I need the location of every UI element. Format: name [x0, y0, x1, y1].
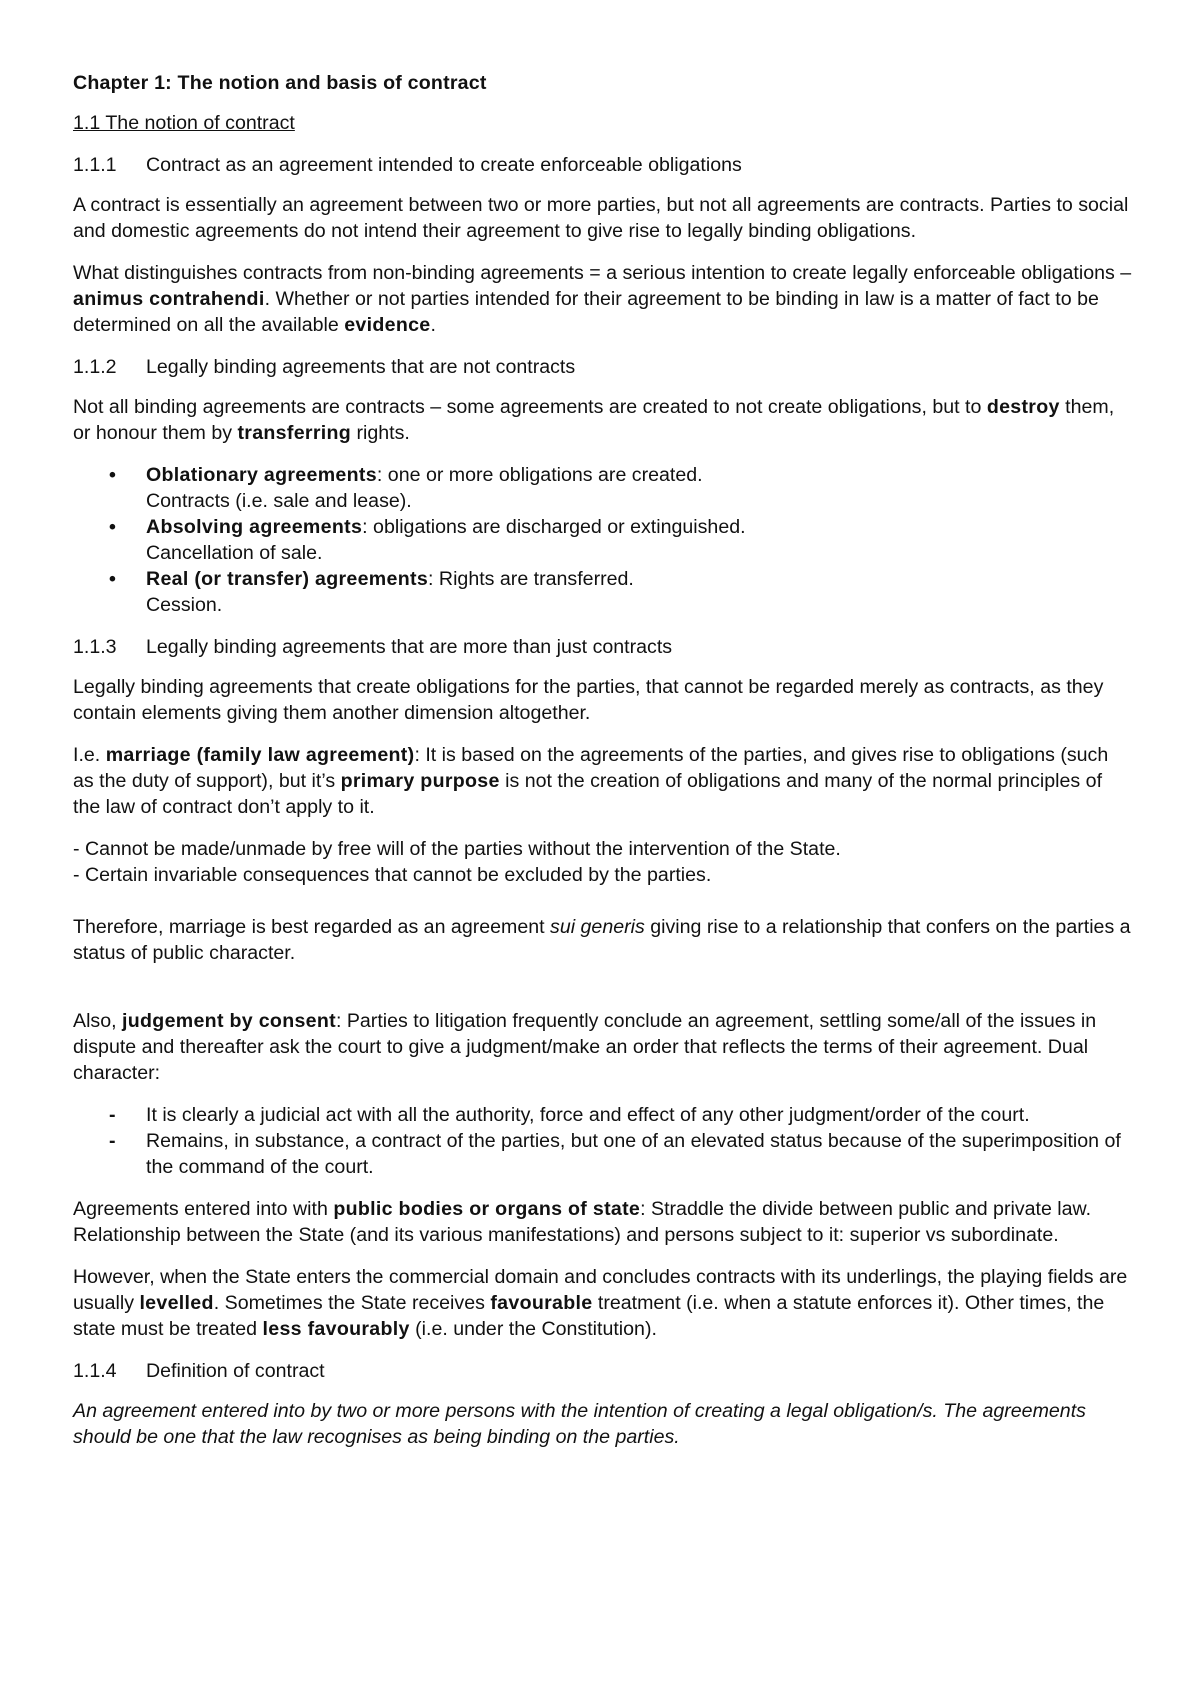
text-run: Agreements entered into with [73, 1198, 334, 1220]
subsection-number: 1.1.4 [73, 1360, 117, 1382]
paragraph [73, 394, 1133, 446]
paragraph: Legally binding agreements that create obligations for the parties, that cannot be regarded merely as contracts, as they contain elements giving them another dimension altogether. [73, 676, 1104, 724]
text-run: : Straddle the divide between public and private law. Relationship between the State (and its various manifestations) and persons subject to it: superior vs subordinate. [73, 1198, 1092, 1246]
list-text: Remains, in substance, a contract of the parties, but one of an elevated status because of the superimposition of the command of the court. [146, 1130, 1121, 1178]
dash-icon: - [109, 1130, 116, 1152]
subsection-heading-1-1-3 [73, 634, 1133, 660]
subsection-number: 1.1.1 [73, 154, 117, 176]
bold-term: evidence [344, 314, 431, 336]
dual-character-list [73, 1102, 1133, 1180]
text-run: I.e. [73, 744, 106, 766]
bold-term: marriage (family law agreement) [105, 744, 415, 766]
text-run: What distinguishes contracts from non-binding agreements = a serious intention to create legally enforceable obligations – [73, 262, 1132, 284]
bold-term: transferring [237, 422, 352, 444]
text-run: Not all binding agreements are contracts – some agreements are created to not create obligations, but to [73, 396, 987, 418]
dash-icon: - [109, 1104, 116, 1126]
text-run: However, when the State enters the commercial domain and concludes contracts with its underlings, the playing fields are usually [73, 1266, 1128, 1314]
paragraph [73, 260, 1133, 338]
text-run: them, or honour them by [73, 396, 1115, 444]
bold-term: favourable [490, 1292, 593, 1314]
bold-term: public bodies or organs of state [333, 1198, 641, 1220]
bullet-icon: • [109, 516, 116, 538]
text-run: . Sometimes the State receives [213, 1292, 491, 1314]
list-item [73, 1102, 1133, 1128]
bullet-icon: • [109, 464, 116, 486]
list-example: Cancellation of sale. [146, 542, 323, 564]
bold-term: destroy [986, 396, 1060, 418]
subsection-heading-1-1-4 [73, 1358, 1133, 1384]
list-item [73, 462, 1133, 514]
list-text: It is clearly a judicial act with all the authority, force and effect of any other judgment/order of the court. [146, 1104, 1030, 1126]
paragraph [73, 1264, 1133, 1342]
text-run: : Parties to litigation frequently conclude an agreement, settling some/all of the issues in dispute and thereafter ask the court to give a judgment/make an order that reflects the terms of their agreement. Dual character: [73, 1010, 1097, 1084]
chapter-title: Chapter 1: The notion and basis of contract [73, 72, 487, 94]
dash-lines [73, 836, 1133, 888]
subsection-heading-1-1-2 [73, 354, 1133, 380]
paragraph [73, 914, 1133, 966]
definition-paragraph: An agreement entered into by two or more persons with the intention of creating a legal obligation/s. The agreements should be one that the law recognises as being binding on the parties. [73, 1400, 1086, 1448]
text-run: Also, [73, 1010, 123, 1032]
bold-term: levelled [139, 1292, 214, 1314]
subsection-title: Legally binding agreements that are not contracts [146, 356, 576, 378]
bold-term: Absolving agreements [146, 516, 363, 538]
text-run: giving rise to a relationship that confers on the parties a status of public character. [73, 916, 1131, 964]
text-run: rights. [351, 422, 410, 444]
list-item [73, 1128, 1133, 1180]
bold-term: judgement by consent [122, 1010, 336, 1032]
bold-term: animus contrahendi [73, 288, 265, 310]
bold-term: less favourably [262, 1318, 410, 1340]
bold-term: primary purpose [340, 770, 500, 792]
list-example: Cession. [146, 594, 223, 616]
paragraph [73, 1196, 1133, 1248]
list-item [73, 566, 1133, 618]
section-title: 1.1 The notion of contract [73, 112, 295, 134]
text-run: Therefore, marriage is best regarded as an agreement [73, 916, 551, 938]
text-run: : It is based on the agreements of the parties, and gives rise to obligations (such as the duty of support), but it’s [73, 744, 1109, 792]
subsection-title: Legally binding agreements that are more than just contracts [146, 636, 673, 658]
list-item [73, 514, 1133, 566]
text-run: . Whether or not parties intended for their agreement to be binding in law is a matter of fact to be determined on all the available [73, 288, 1099, 336]
text-run: treatment (i.e. when a statute enforces it). Other times, the state must be treated [73, 1292, 1105, 1340]
list-example: Contracts (i.e. sale and lease). [146, 490, 412, 512]
text-run: . [430, 314, 436, 336]
dash-line: - Certain invariable consequences that cannot be excluded by the parties. [73, 864, 712, 886]
bold-term: Real (or transfer) agreements [146, 568, 429, 590]
subsection-title: Definition of contract [146, 1360, 325, 1382]
text-run: : obligations are discharged or extinguished. [362, 516, 746, 538]
paragraph: A contract is essentially an agreement between two or more parties, but not all agreements are contracts. Parties to social and domestic agreements do not intend their agreement to give rise to legally binding obligations. [73, 194, 1129, 242]
subsection-number: 1.1.3 [73, 636, 117, 658]
italic-term: sui generis [550, 916, 645, 938]
text-run: : one or more obligations are created. [376, 464, 703, 486]
text-run: : Rights are transferred. [428, 568, 634, 590]
agreement-types-list [73, 462, 1133, 618]
paragraph [73, 742, 1133, 820]
document-page [73, 70, 1133, 1466]
bullet-icon: • [109, 568, 116, 590]
subsection-heading-1-1-1 [73, 152, 1133, 178]
subsection-title: Contract as an agreement intended to create enforceable obligations [146, 154, 742, 176]
text-run: (i.e. under the Constitution). [409, 1318, 657, 1340]
text-run: is not the creation of obligations and many of the normal principles of the law of contract don’t apply to it. [73, 770, 1103, 818]
paragraph [73, 1008, 1133, 1086]
subsection-number: 1.1.2 [73, 356, 117, 378]
bold-term: Oblationary agreements [146, 464, 377, 486]
dash-line: - Cannot be made/unmade by free will of the parties without the intervention of the State. [73, 838, 841, 860]
